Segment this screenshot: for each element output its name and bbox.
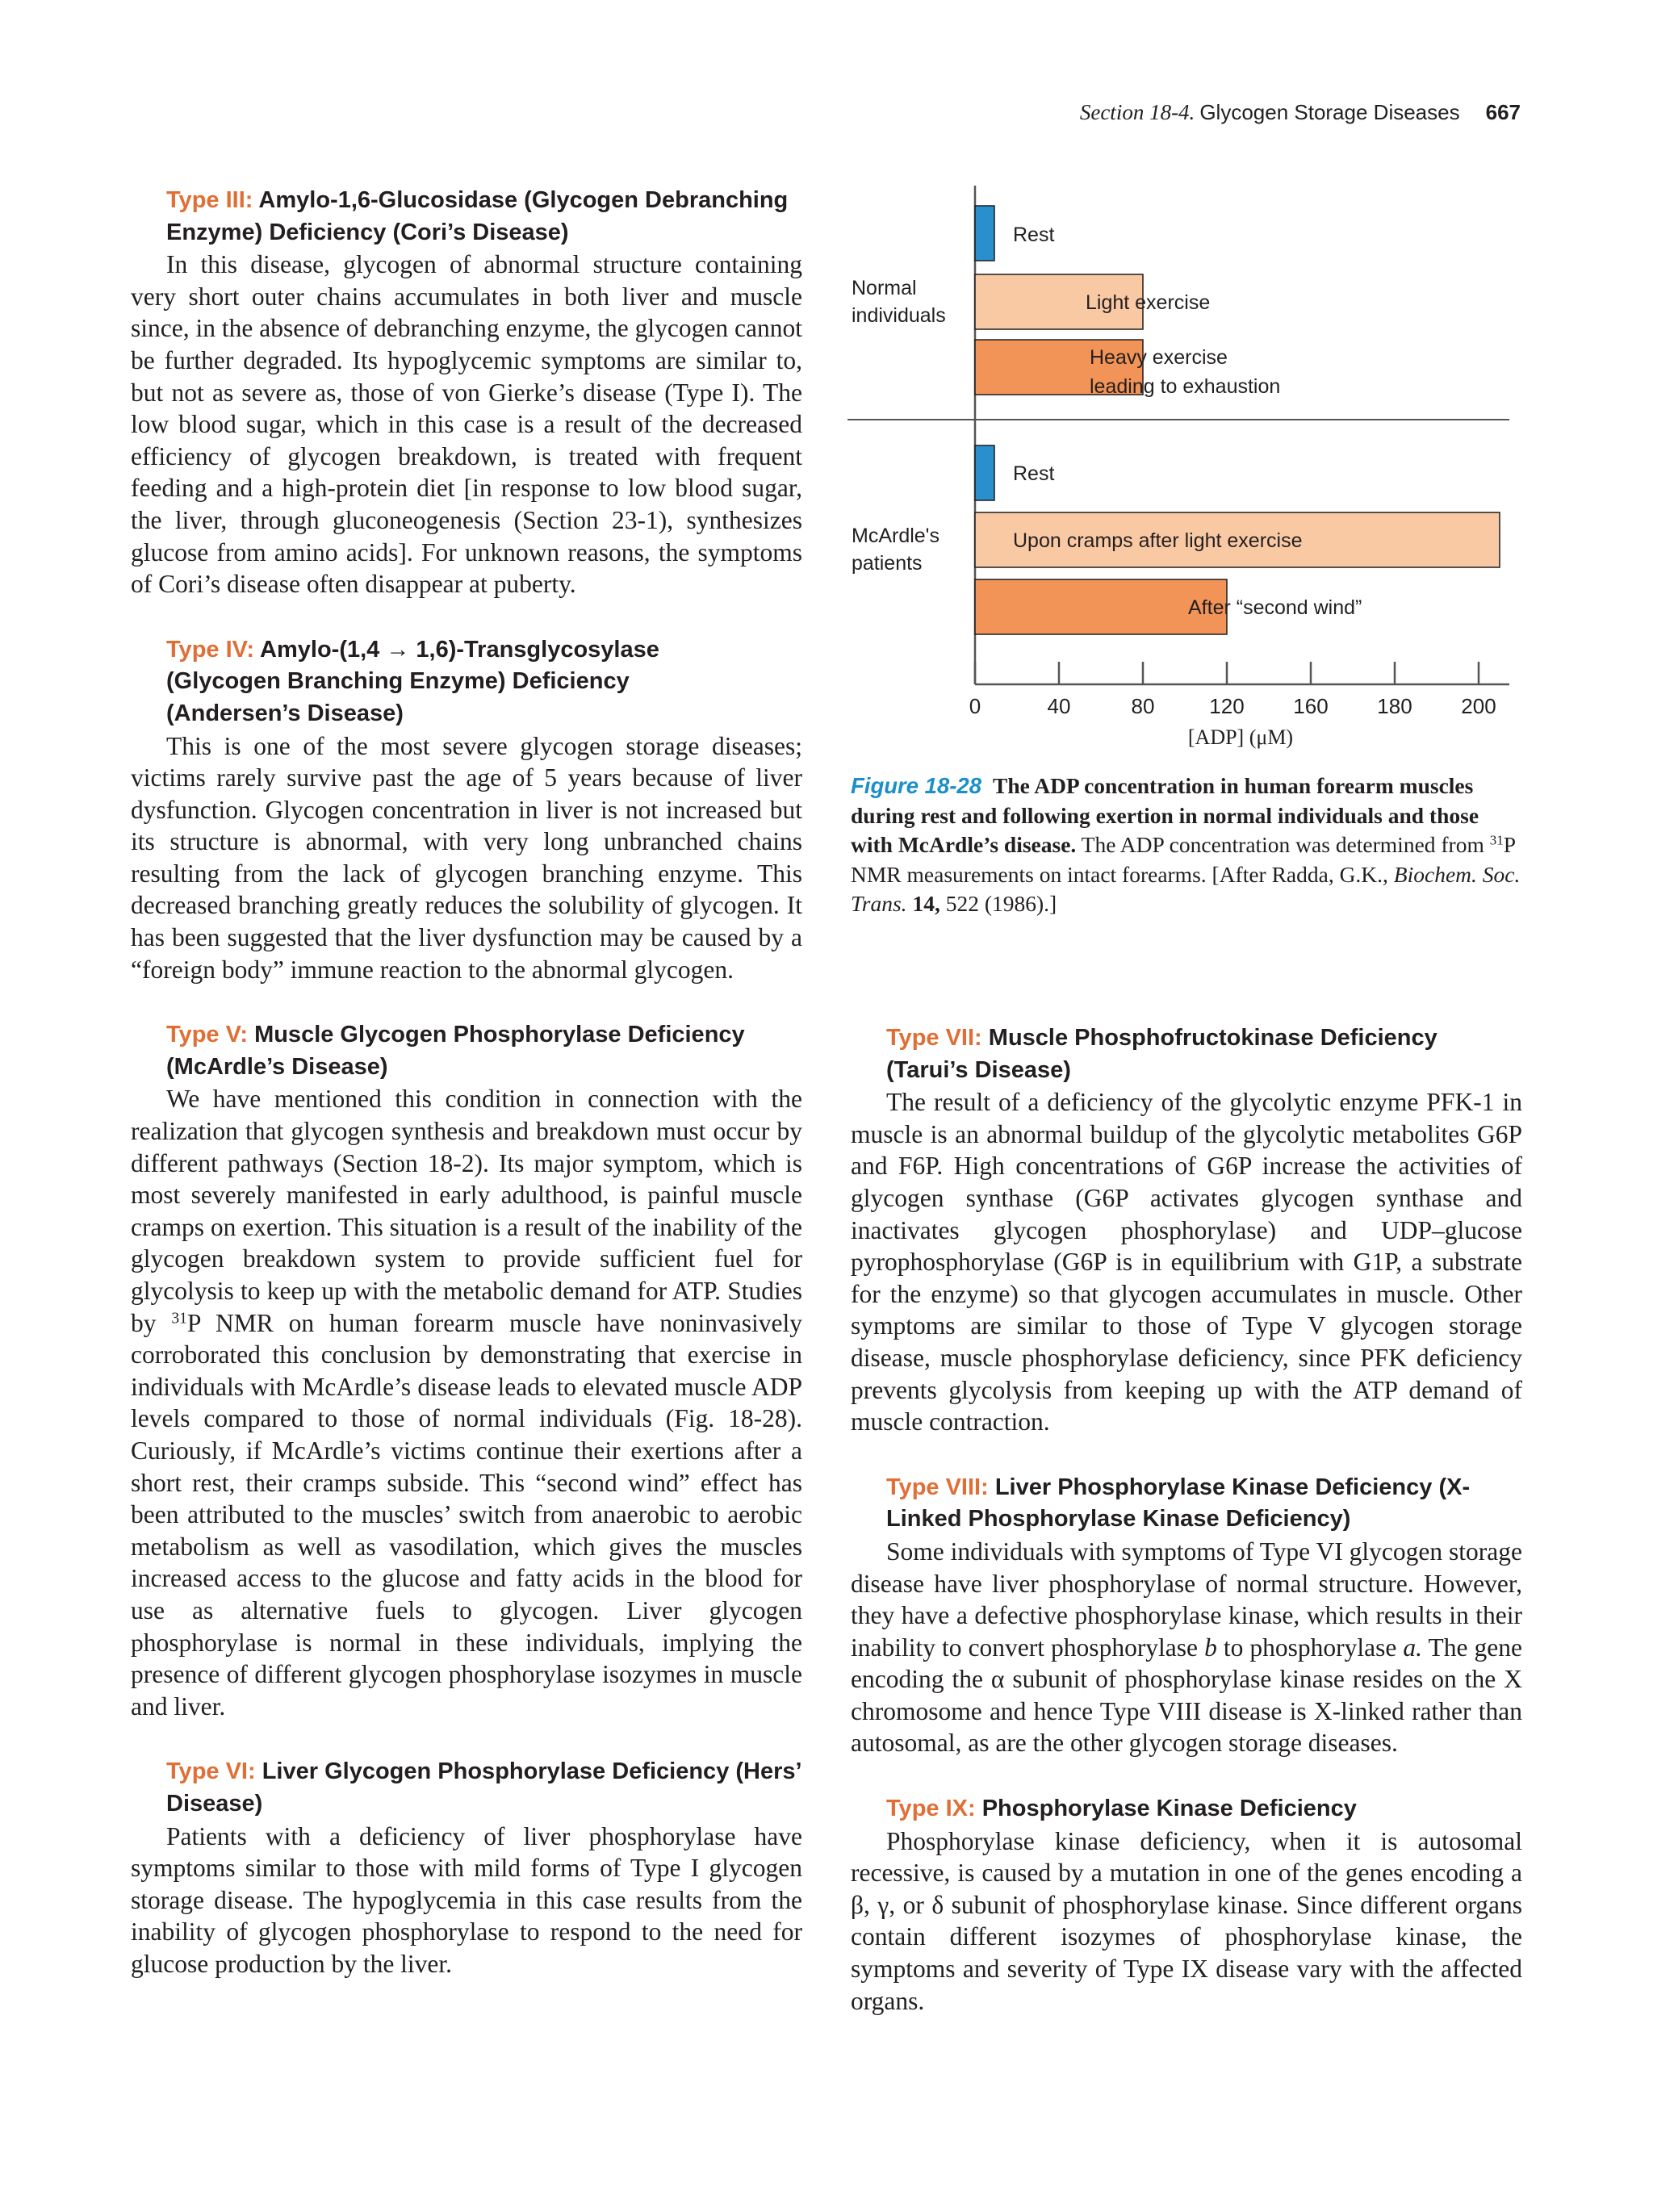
heading-title: Amylo-1,6-Glucosidase (Glycogen Debranching Enzyme) Deficiency (Cori’s Disease) (166, 187, 789, 245)
x-tick-label: 80 (1131, 694, 1155, 718)
figure-number: Figure 18-28 (851, 773, 982, 798)
x-tick-label: 160 (1293, 694, 1329, 718)
section-body: The result of a deficiency of the glycolytic enzyme PFK-1 in muscle is an abnormal buildup of the glycolytic metabolites G6P and F6P. High concentrations of G6P increase the activities of glycogen synthase (G6P activates glycogen synthase and inactivates glycogen phosphorylase) and UDP–glucose pyrophosphorylase (G6P is in equilibrium with G1P, a substrate for the enzyme) so that glycogen accumulates in muscle. Other symptoms are similar to those of Type V glycogen storage disease, muscle phosphorylase deficiency, since PFK deficiency prevents glycolysis from keeping up with the ATP demand of muscle contraction. (851, 1088, 1522, 1436)
figure-18-28 (847, 186, 1525, 767)
heading-title: Muscle Phosphofructokinase Deficiency (Tarui’s Disease) (886, 1025, 1437, 1083)
group-label: McArdle's (852, 525, 939, 547)
type-label: Type III: (166, 187, 253, 213)
section-type-9 (851, 1793, 1522, 2017)
section-heading (131, 185, 802, 249)
x-tick-label: 200 (1461, 694, 1496, 718)
section-body: In this disease, glycogen of abnormal structure containing very short outer chains accumulates in both liver and muscle since, in the absence of debranching enzyme, the glycogen cannot be further degraded. Its hypoglycemic symptoms are similar to, but not as severe as, those of von Gierke’s disease (Type I). The low blood sugar, which in this case is a result of the decreased efficiency of glycogen breakdown, is treated with frequent feeding and a high-protein diet [in response to low blood sugar, the liver, through gluconeogenesis (Section 23-1), synthesizes glucose from amino acids]. For unknown reasons, the symptoms of Cori’s disease often disappear at puberty. (131, 250, 802, 599)
section-body: This is one of the most severe glycogen storage diseases; victims rarely survive past the age of 5 years because of liver dysfunction. Glycogen concentration in liver is not increased but its structure is abnormal, with very long unbranched chains resulting from the lack of glycogen branching enzyme. This decreased branching greatly reduces the solubility of glycogen. It has been suggested that the liver dysfunction may be caused by a “foreign body” immune reaction to the abnormal glycogen. (131, 731, 802, 984)
page-number: 667 (1485, 100, 1521, 124)
x-tick-label: 0 (969, 694, 981, 718)
section-heading (851, 1472, 1522, 1536)
type-label: Type VI: (166, 1758, 256, 1785)
section-type-7 (851, 1022, 1522, 1438)
section-heading (131, 1019, 802, 1083)
bar-label: After “second wind” (1188, 596, 1362, 619)
header-section: Section 18-4. (1079, 100, 1195, 124)
type-label: Type IX: (886, 1796, 976, 1822)
section-type-8 (851, 1472, 1522, 1759)
section-type-4 (131, 634, 802, 986)
x-ticks (969, 662, 1496, 718)
section-heading (131, 634, 802, 730)
heading-title-line-3: (Andersen’s Disease) (166, 700, 404, 726)
heading-title: Muscle Glycogen Phosphorylase Deficiency (McArdle’s Disease) (166, 1022, 745, 1080)
type-label: Type VIII: (886, 1474, 989, 1500)
adp-bar-chart (847, 186, 1525, 767)
section-body: Patients with a deficiency of liver phosphorylase have symptoms similar to those with mild forms of Type I glycogen storage disease. The hypoglycemia in this case results from the inability of glycogen phosphorylase to respond to the need for glucose production by the liver. (131, 1821, 802, 1978)
x-tick-label: 180 (1377, 694, 1412, 718)
group-label: Normal (852, 277, 917, 299)
x-axis-label: [ADP] (μM) (1187, 725, 1294, 749)
figure-caption: Figure 18-28 The ADP concentration in human forearm muscles during rest and following exertion in normal individuals and those with McArdle’s disease. The ADP concentration was determined from $^{31}$P NMR measurements on intact forearms. [After Radda, G.K., Biochem. Soc. Trans. 14, 522 (1986).] (851, 773, 1521, 916)
bar-normal-rest (975, 206, 994, 261)
section-heading (851, 1022, 1522, 1086)
heading-title: Liver Glycogen Phosphorylase Deficiency (Hers’ Disease) (166, 1758, 801, 1817)
section-heading (851, 1793, 1522, 1825)
bar-label: leading to exhaustion (1090, 375, 1281, 398)
bar-label: Rest (1013, 224, 1055, 246)
heading-title-line-2: (Glycogen Branching Enzyme) Deficiency (166, 668, 630, 695)
type-label: Type V: (166, 1022, 248, 1048)
bar-label: Heavy exercise (1090, 346, 1228, 369)
header-title: Glycogen Storage Diseases (1199, 100, 1460, 124)
right-column (851, 1022, 1522, 2017)
type-label: Type IV: (166, 636, 255, 663)
section-type-5 (131, 1019, 802, 1722)
section-body: Some individuals with symptoms of Type VI glycogen storage disease have liver phosphorylase of normal structure. However, they have a defective phosphorylase kinase, which results in their inability to convert phosphorylase b to phosphorylase a. The gene encoding the α subunit of phosphorylase kinase resides on the X chromosome and hence Type VIII disease is X-linked rather than autosomal, as are the other glycogen storage diseases. (851, 1537, 1522, 1758)
heading-title: Liver Phosphorylase Kinase Deficiency (X-Linked Phosphorylase Kinase Deficiency) (886, 1474, 1471, 1533)
section-type-6 (131, 1756, 802, 1980)
bar-mcardle-rest (975, 445, 994, 500)
superscript: 31 (171, 1309, 187, 1327)
section-type-3 (131, 185, 802, 600)
group-label: patients (852, 552, 923, 575)
section-body: Phosphorylase kinase deficiency, when it is autosomal recessive, is caused by a mutation in one of the genes encoding a β, γ, or δ subunit of phosphorylase kinase. Since different organs contain different isozymes of phosphorylase kinase, the symptoms and severity of Type IX disease vary with the affected organs. (851, 1826, 1522, 2015)
group-label: individuals (852, 304, 946, 327)
x-tick-label: 120 (1209, 694, 1245, 718)
running-header (1080, 100, 1521, 125)
type-label: Type VII: (886, 1025, 982, 1051)
heading-title-line-1: Amylo-(1,4 → 1,6)-Transglycosylase (260, 636, 659, 663)
bar-label: Rest (1013, 462, 1055, 485)
bar-label: Light exercise (1086, 291, 1211, 314)
bar-label: Upon cramps after light exercise (1013, 529, 1303, 552)
caption-title: The ADP concentration in human forearm muscles during rest and following exertion in normal individuals and those with McArdle’s disease. (851, 773, 1479, 857)
journal-name: Biochem. Soc. Trans. (851, 861, 1521, 916)
section-body: We have mentioned this condition in connection with the realization that glycogen synthesis and breakdown must occur by different pathways (Section 18-2). Its major symptom, which is most severely manifested in early adulthood, is painful muscle cramps on exertion. This situation is a result of the inability of the glycogen breakdown system to provide sufficient fuel for glycolysis to keep up with the metabolic demand for ATP. Studies by $^{31}$P NMR on human forearm muscle have noninvasively corroborated this conclusion by demonstrating that exercise in individuals with McArdle’s disease leads to elevated muscle ADP levels compared to those of normal individuals (Fig. 18-28). Curiously, if McArdle’s victims continue their exertions after a short rest, their cramps subside. This “second wind” effect has been attributed to the muscles’ switch from anaerobic to aerobic metabolism as well as vasodilation, which gives the muscles increased access to the glucose and fatty acids in the blood for use as alternative fuels to glycogen. Liver glycogen phosphorylase is normal in these individuals, implying the presence of different glycogen phosphorylase isozymes in muscle and liver. (131, 1085, 803, 1721)
heading-title: Phosphorylase Kinase Deficiency (981, 1796, 1357, 1822)
section-heading (131, 1756, 802, 1820)
x-tick-label: 40 (1047, 694, 1071, 718)
left-column (131, 185, 802, 1980)
